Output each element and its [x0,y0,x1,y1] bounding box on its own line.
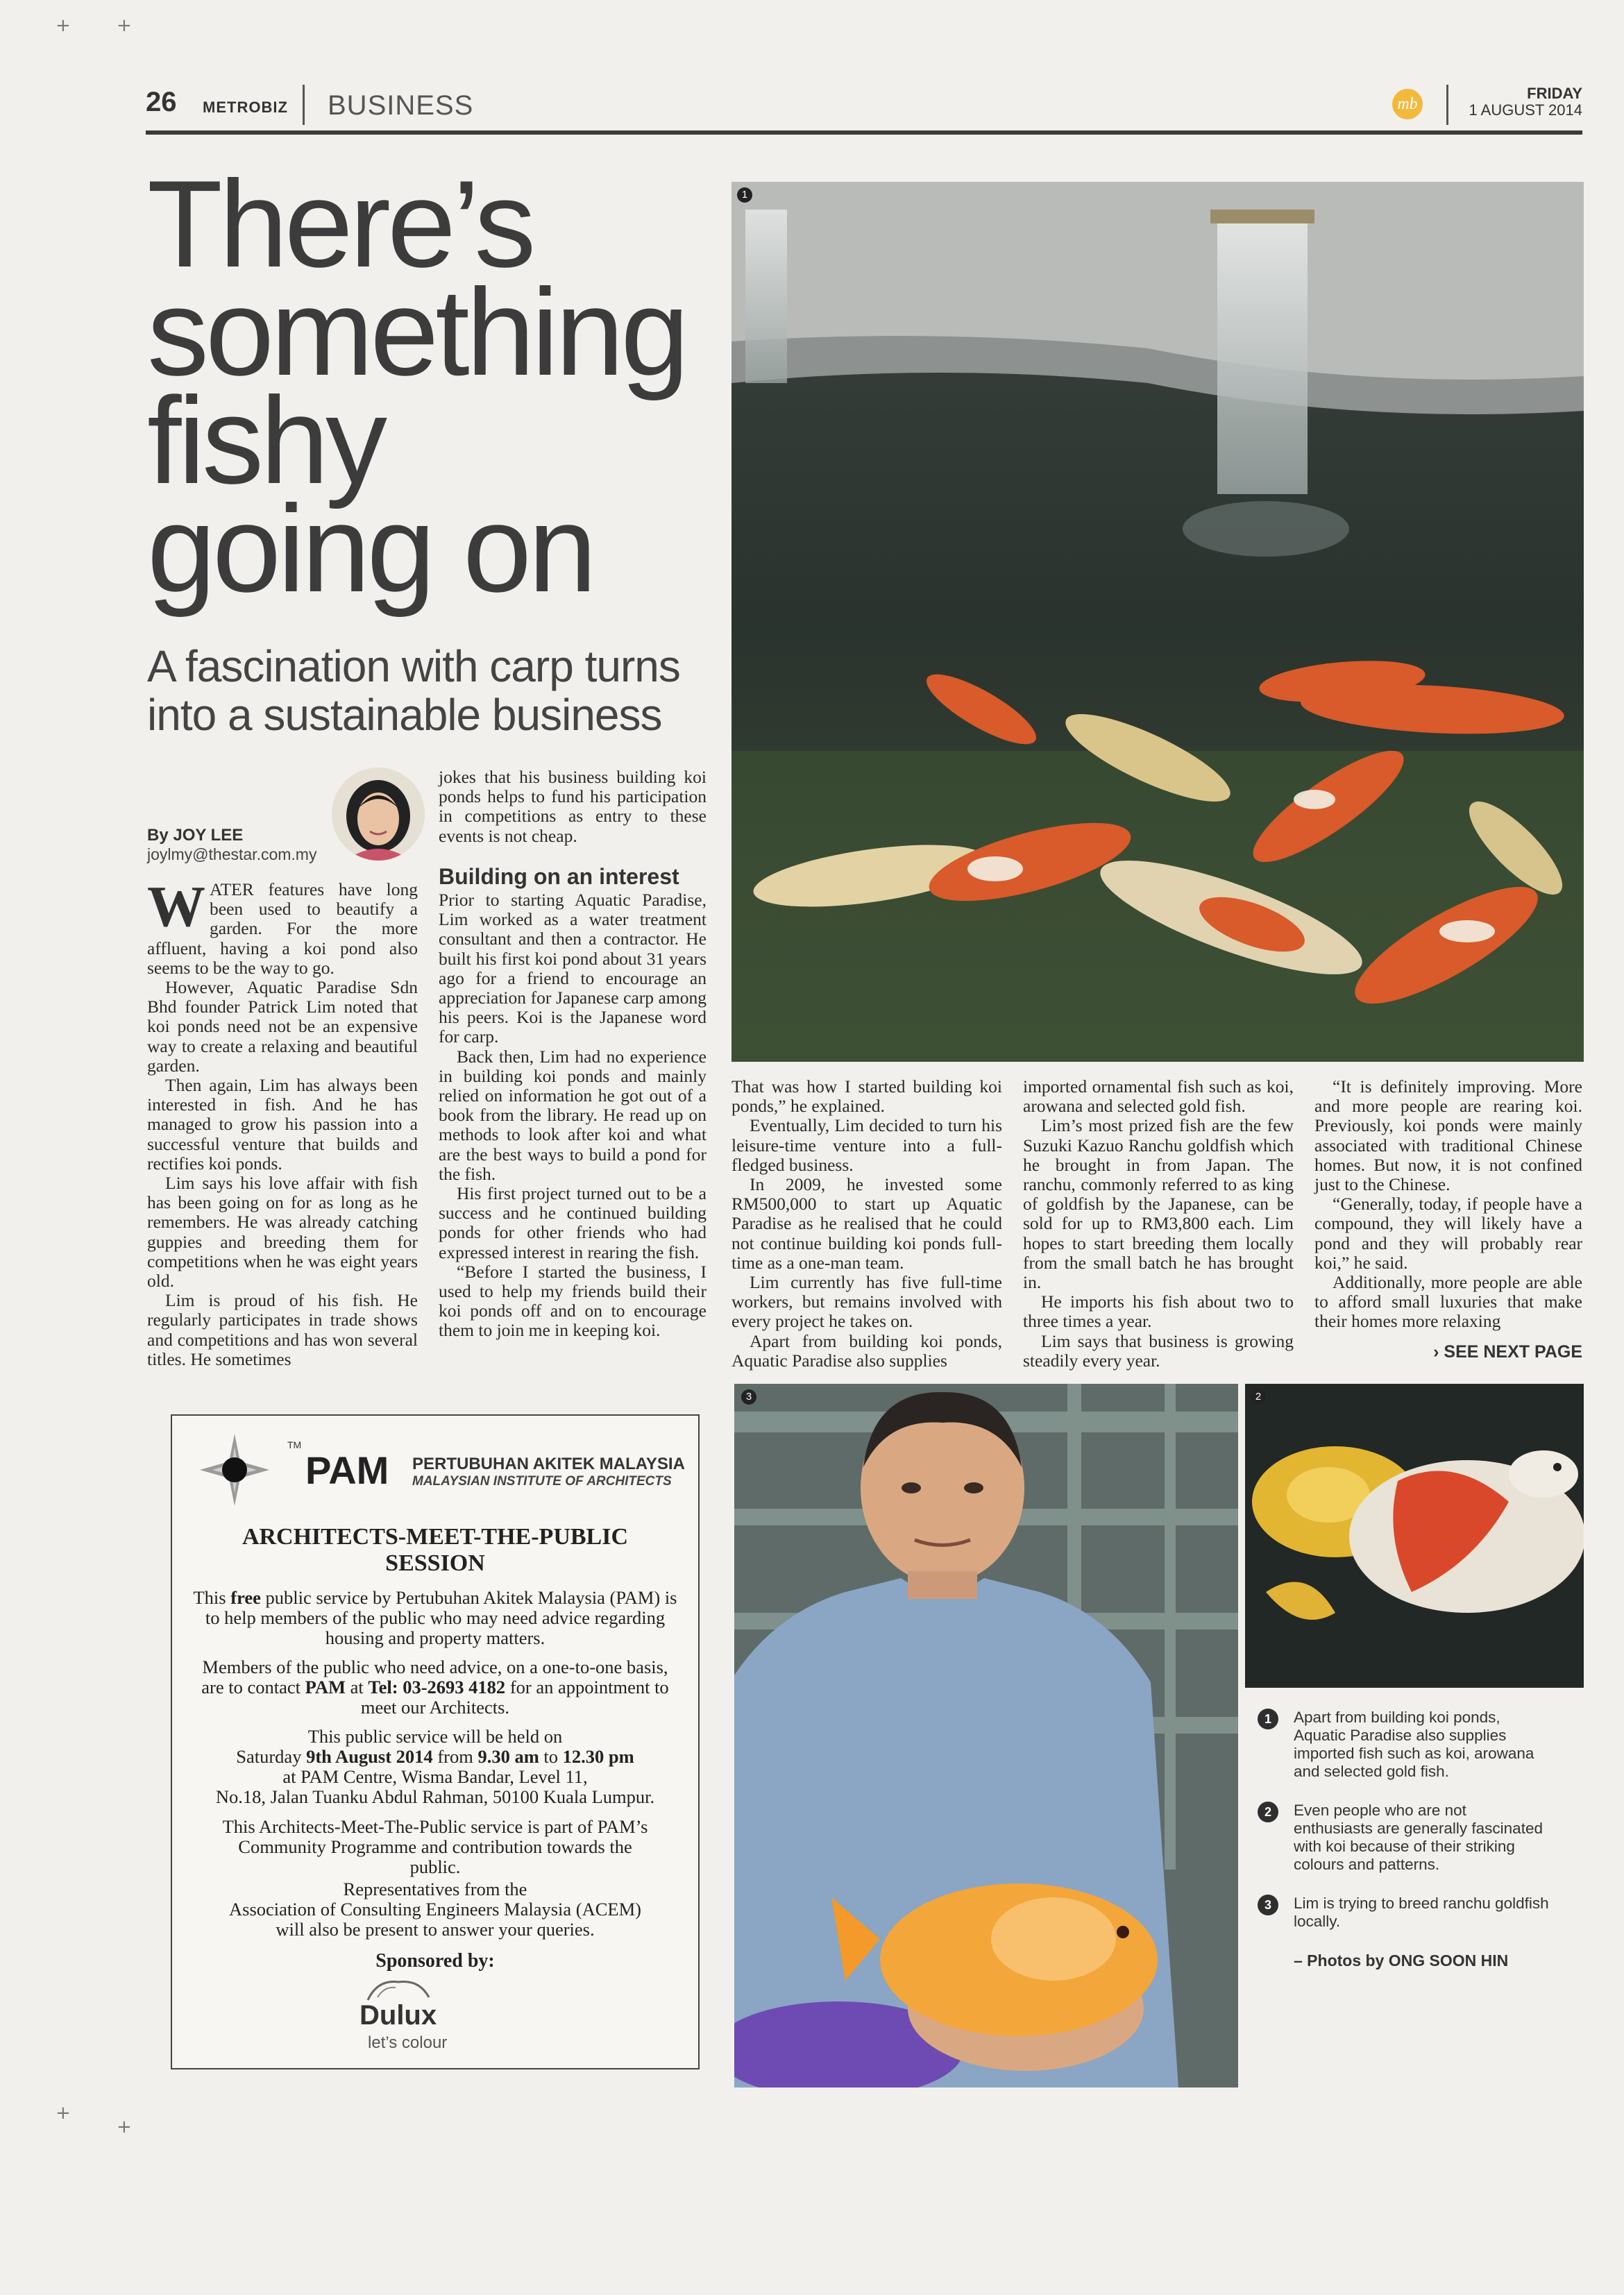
photo-number: 1 [737,187,752,203]
ad-title [172,1524,698,1577]
caption-text: Apart from building koi ponds, Aquatic Paradise also supplies imported fish such as koi, arowana and selected gold fish. [1294,1709,1534,1780]
article-column-5 [1314,1077,1582,1332]
text-run: at PAM Centre, Wisma Bandar, Level 11, [282,1766,588,1787]
photo-koi-pond [731,182,1584,1062]
header-date: 1 AUGUST 2014 [1469,101,1582,119]
org-malay-name: PERTUBUHAN AKITEK MALAYSIA [412,1455,685,1473]
paragraph: That was how I started building koi ponds,” he explained. [731,1076,1002,1117]
text-run: Association of Consulting Engineers Malaysia (ACEM) [229,1899,641,1920]
ad-paragraph-1 [172,1588,698,1648]
mb-logo: mb [1392,89,1423,119]
header-divider [1446,85,1448,125]
article-column-2 [439,768,707,1341]
phone-number[interactable]: Tel: 03-2693 4182 [368,1677,506,1697]
see-next-page-link[interactable]: › SEE NEXT PAGE [1433,1342,1582,1362]
ad-paragraph-3 [172,1727,698,1807]
author-photo [332,768,425,861]
header-rule [146,130,1582,135]
paragraph: Lim currently has five full-time workers, but remains involved with every project he takes on. [731,1272,1002,1332]
paragraph: Then again, Lim has always been interested in fish. And he has managed to grow his passion into a successful venture that builds and rectifies koi ponds. [147,1075,418,1174]
text-run: at [346,1677,369,1697]
crop-mark: + [117,15,132,36]
photo-captions [1258,1709,1549,1970]
text-run: for an appointment to meet our Architects. [360,1677,669,1718]
header-day: FRIDAY [1527,85,1582,102]
text-run: PAM [305,1677,346,1697]
subheadline: A fascination with carp turns into a sustainable business [147,641,680,740]
org-english-name: MALAYSIAN INSTITUTE OF ARCHITECTS [412,1474,672,1489]
caption-number: 3 [1258,1895,1278,1915]
crop-mark: + [56,2103,71,2124]
crop-mark: + [117,2117,132,2137]
ad-title-line: ARCHITECTS-MEET-THE-PUBLIC [242,1524,629,1550]
caption-text: Even people who are not enthusiasts are generally fascinated with koi because of their striking colours and patterns. [1294,1802,1543,1873]
text-run: will also be present to answer your queries. [276,1919,595,1940]
paragraph: In 2009, he invested some RM500,000 to start up Aquatic Paradise as he realised that he could not continue building koi ponds full-time as a one-man team. [731,1174,1002,1273]
paragraph: imported ornamental fish such as koi, arowana and selected gold fish. [1023,1076,1294,1117]
trademark: TM [287,1439,302,1450]
article-column-4 [1023,1077,1294,1371]
paragraph: Lim’s most prized fish are the few Suzuki Kazuo Ranchu goldfish which he brought in from Japan. The ranchu, commonly referred to as king of goldfish by the Japanese, can be sold for up to RM3,800 each. Lim hopes to start breeding them locally from the small batch he has brought in. [1023,1115,1294,1293]
headline-line: fishy [147,371,384,509]
paragraph: Lim says that business is growing steadily every year. [1023,1330,1294,1371]
text-run: No.18, Jalan Tuanku Abdul Rahman, 50100 Kuala Lumpur. [215,1786,655,1807]
caption-number: 1 [1258,1709,1278,1729]
paragraph: jokes that his business building koi ponds helps to fund his participation in competitions as entry to these events is not cheap. [439,767,707,846]
paragraph: His first project turned out to be a success and he continued building ponds for other friends who had expressed interest in rearing the fish. [439,1183,707,1262]
paragraph: Additionally, more people are able to afford small luxuries that make their homes more relaxing [1314,1272,1582,1332]
pam-logo-icon [193,1428,276,1511]
byline: By JOY LEE [147,826,244,845]
paragraph: However, Aquatic Paradise Sdn Bhd founder Patrick Lim noted that koi ponds need not be an expensive way to create a relaxing and beautiful garden. [147,977,418,1076]
header-divider [303,85,305,125]
paragraph: Apart from building koi ponds, Aquatic Paradise also supplies [731,1330,1002,1371]
paragraph: ATER features have long been used to beautify a garden. For the more affluent, having a koi pond also seems to be the way to go. [147,879,418,978]
ad-paragraph-4: This Architects-Meet-The-Public service is part of PAM’s Community Programme and contribution towards the public. [222,1816,648,1877]
paragraph: Eventually, Lim decided to turn his leisure-time venture into a full-fledged business. [731,1115,1002,1175]
ad-paragraph-2 [172,1657,698,1718]
text-run: 9.30 am [477,1746,539,1767]
author-email[interactable]: joylmy@thestar.com.my [147,845,317,863]
caption-item [1258,1802,1549,1874]
paragraph: He imports his fish about two to three times a year. [1023,1292,1294,1332]
article-column-1 [147,874,418,1369]
caption-item [1258,1709,1549,1781]
text-run: to [539,1746,563,1767]
page-number: 26 [146,87,177,117]
dulux-logo: Dulux [360,2000,437,2031]
paragraph: “Generally, today, if people have a compound, they will likely have a pond and they will probably rear koi,” he said. [1314,1194,1582,1273]
headline-line: going on [147,480,593,618]
photo-koi-closeup [1245,1384,1584,1688]
section-subtitle: Building on an interest [439,863,679,889]
text-run: 9th August 2014 [306,1746,433,1767]
paper-name: METROBIZ [203,99,288,116]
pam-logo-text: PAM [305,1448,389,1492]
headline-line: something [147,263,686,401]
photo-lim-goldfish [734,1384,1238,2087]
ad-title-line: SESSION [385,1550,485,1576]
text-run: from [432,1746,478,1767]
text-run: public service by Pertubuhan Akitek Malaysia (PAM) is to help members of the public who may need advice regarding housing and property matters. [205,1587,677,1648]
paragraph: Lim is proud of his fish. He regularly participates in trade shows and competitions and has won several titles. He sometimes [147,1290,418,1369]
text-run: Saturday [236,1746,307,1767]
dropcap: W [147,874,205,939]
paragraph: “Before I started the business, I used to help my friends build their koi ponds off and on to encourage them to join me in keeping koi. [439,1261,707,1341]
caption-text: Lim is trying to breed ranchu goldfish locally. [1294,1895,1549,1930]
sponsored-by: Sponsored by: [375,1950,495,1972]
photo-credit: – Photos by ONG SOON HIN [1294,1951,1509,1970]
text-run: 12.30 pm [562,1746,634,1767]
text-run: Members of the public who need advice, on a one-to-one basis, are to contact [201,1657,668,1697]
ad-paragraph-5 [172,1879,698,1940]
paragraph: “It is definitely improving. More and more people are rearing koi. Previously, koi ponds were mainly associated with traditional Chinese homes. But now, it is not confined just to the Chinese. [1314,1076,1582,1195]
paragraph: Prior to starting Aquatic Paradise, Lim worked as a water treatment consultant and then a contractor. He built his first koi pond about 31 years ago for a friend to encourage an appreciation for Japanese carp among his peers. Koi is the Japanese word for carp. [439,890,707,1047]
photo-number: 3 [741,1389,756,1405]
paragraph: Lim says his love affair with fish has been going on for as long as he remembers. He was already catching guppies and breeding them for competitions when he was eight years old. [147,1173,418,1292]
text-run: This [193,1587,231,1608]
caption-item [1258,1895,1549,1931]
section-name: BUSINESS [328,90,474,121]
crop-mark: + [56,15,71,36]
caption-number: 2 [1258,1802,1278,1822]
headline [147,155,730,618]
article-column-3 [731,1077,1002,1371]
text-run: This public service will be held on [307,1726,563,1747]
text-run: Representatives from the [343,1879,527,1899]
paragraph: Back then, Lim had no experience in building koi ponds and mainly relied on information he got out of a book from the library. He read up on methods to look after koi and what are the best ways to build a pond for the fish. [439,1046,707,1184]
pam-advertisement [171,1414,700,2069]
photo-number: 2 [1251,1389,1266,1405]
dulux-tagline: let’s colour [368,2033,448,2052]
text-run: free [230,1587,261,1608]
headline-line: There’s [147,155,533,293]
